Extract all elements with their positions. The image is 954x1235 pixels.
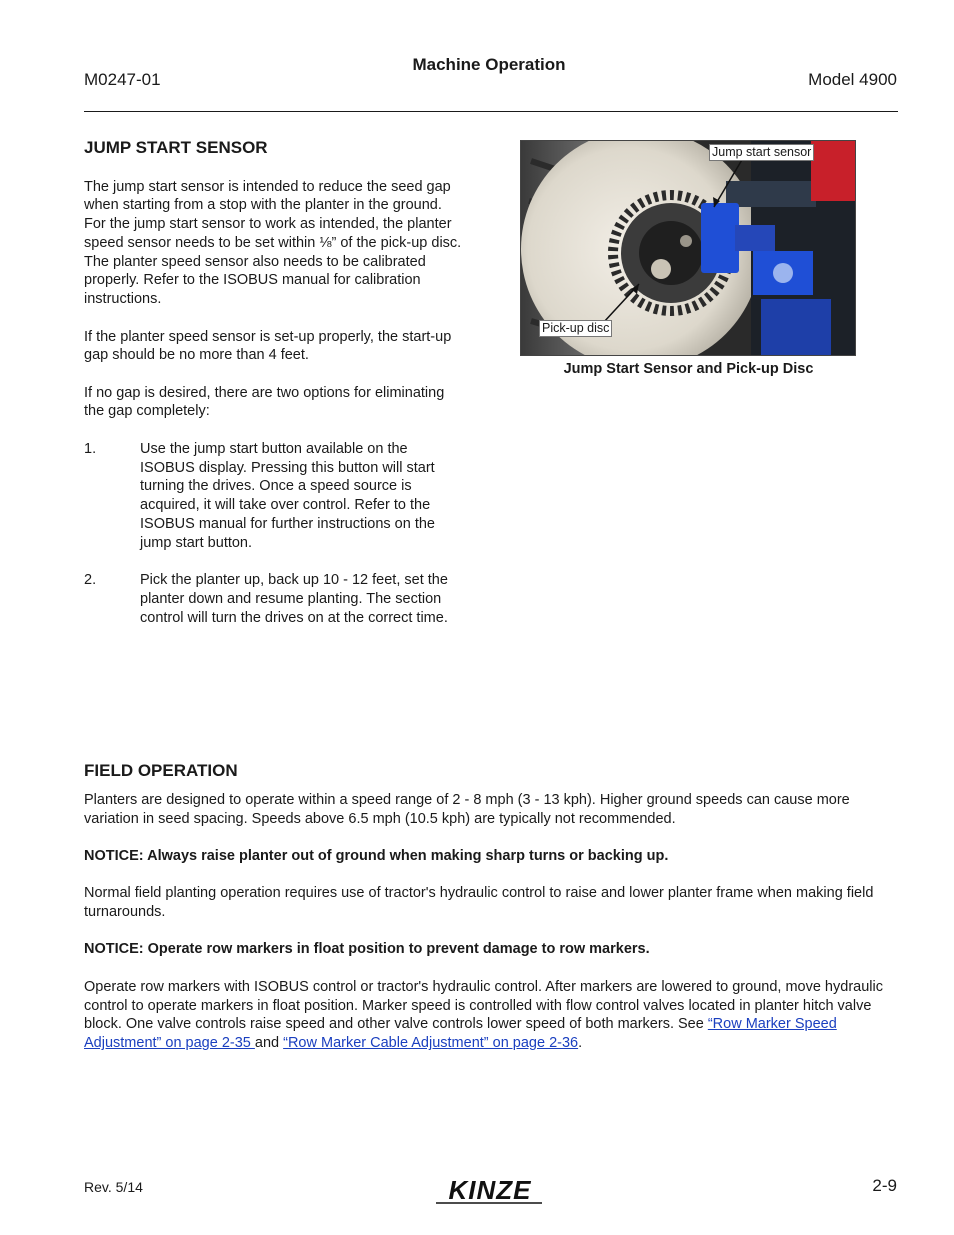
- field-para-1: Planters are designed to operate within a speed range of 2 - 8 mph (3 - 13 kph). Higher ground speeds can cause more variation in seed spacing. Speeds above 6.5 mph (10.5 kph) are typically not recommended.: [84, 792, 850, 827]
- jump-start-section: [84, 137, 466, 627]
- revision-label: Rev. 5/14: [84, 1179, 143, 1195]
- list-item: [84, 571, 466, 627]
- link-row-marker-cable-adjustment[interactable]: “Row Marker Cable Adjustment” on page 2-36: [283, 1035, 579, 1052]
- field-para-2: Normal field planting operation requires use of tractor's hydraulic control to raise and lower planter frame when making field turnarounds.: [84, 885, 874, 921]
- list-number: 2.: [84, 572, 97, 589]
- period-text: .: [578, 1035, 583, 1052]
- jump-start-heading: JUMP START SENSOR: [84, 138, 268, 157]
- section-title: Machine Operation: [412, 55, 566, 74]
- list-text: Use the jump start button available on the ISOBUS display. Pressing this button will start turning the drives. Once a speed source is acquired, it will take over control. Refer to the ISOBUS manual for further instructions on the jump start button.: [140, 440, 435, 551]
- field-operation-heading: FIELD OPERATION: [84, 761, 238, 780]
- callout-jump-start-sensor: Jump start sensor: [709, 144, 814, 161]
- notice-raise-planter: NOTICE: Always raise planter out of ground when making sharp turns or backing up.: [84, 848, 669, 865]
- list-text: Pick the planter up, back up 10 - 12 feet, set the planter down and resume planting. The section control will turn the drives on at the correct time.: [140, 572, 448, 626]
- jump-start-para-1: The jump start sensor is intended to reduce the seed gap when starting from a stop with the planter in the ground. For the jump start sensor to work as intended, the planter speed sensor needs to be set within ⅛” of the pick-up disc. The planter speed sensor also needs to be calibrated properly. Refer to the ISOBUS manual for calibration instructions.: [84, 178, 462, 308]
- logo-wordmark: KINZE: [448, 1175, 532, 1205]
- jump-start-para-3: If no gap is desired, there are two options for eliminating the gap completely:: [84, 384, 445, 420]
- header-rule: [84, 111, 898, 112]
- model-label: Model 4900: [808, 70, 897, 89]
- jump-start-sensor-photo: [520, 140, 856, 356]
- and-text: and: [254, 1035, 284, 1052]
- callout-pick-up-disc: Pick-up disc: [539, 320, 612, 337]
- field-operation-section: [84, 760, 884, 1053]
- document-number: M0247-01: [84, 70, 161, 89]
- page-number: 2-9: [872, 1176, 897, 1195]
- figure-caption: Jump Start Sensor and Pick-up Disc: [563, 361, 814, 377]
- list-item: [84, 440, 466, 553]
- kinze-logo: [430, 1174, 550, 1206]
- field-para-3-text: Operate row markers with ISOBUS control or tractor's hydraulic control. After markers are lowered to ground, move hydraulic control to operate markers in float position. Marker speed is controlled with flow control valves located in planter hitch valve block. One valve controls raise speed and other valve controls lower speed of both markers. See: [84, 978, 883, 1033]
- link-row-marker-speed-adjustment[interactable]: “Row Marker Speed Adjustment” on page 2-35: [84, 1016, 837, 1052]
- jump-start-para-2: If the planter speed sensor is set-up properly, the start-up gap should be no more than 4 feet.: [84, 328, 452, 364]
- list-number: 1.: [84, 440, 97, 457]
- notice-row-markers: NOTICE: Operate row markers in float position to prevent damage to row markers.: [84, 941, 650, 958]
- machine-red-part: [811, 141, 855, 201]
- field-para-3: [84, 978, 884, 1053]
